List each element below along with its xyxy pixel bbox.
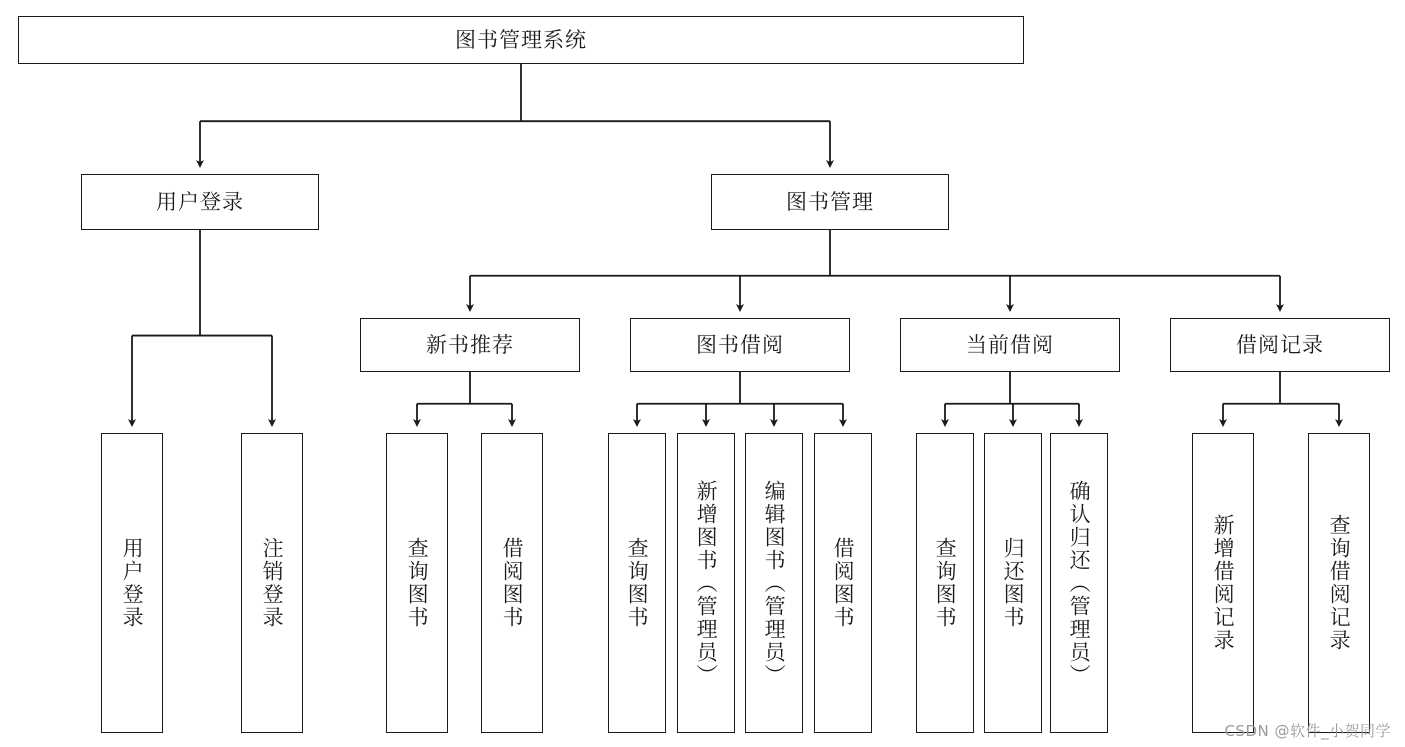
node-querybook1 <box>386 433 448 733</box>
node-label: 编辑图书（管理员） <box>762 479 787 687</box>
node-confirm <box>1050 433 1108 733</box>
node-label: 查询借阅记录 <box>1327 514 1352 652</box>
node-label: 借阅图书 <box>831 537 856 629</box>
node-label: 图书借阅 <box>696 332 784 357</box>
node-label: 归还图书 <box>1001 537 1026 629</box>
node-label: 图书管理 <box>786 189 874 214</box>
node-returnbook <box>984 433 1042 733</box>
node-label: 用户登录 <box>120 537 145 629</box>
node-current <box>900 318 1120 372</box>
node-label: 查询图书 <box>405 537 430 629</box>
node-label: 查询图书 <box>933 537 958 629</box>
node-userlogin <box>101 433 163 733</box>
watermark: CSDN @软件_小贺同学 <box>1224 722 1391 740</box>
node-label: 新增图书（管理员） <box>694 479 719 687</box>
node-label: 借阅记录 <box>1236 332 1324 357</box>
node-borrowbook1 <box>481 433 543 733</box>
node-addbook <box>677 433 735 733</box>
node-root <box>18 16 1024 64</box>
node-label: 确认归还（管理员） <box>1067 479 1092 687</box>
node-logout <box>241 433 303 733</box>
node-label: 当前借阅 <box>966 332 1054 357</box>
node-bookmgmt <box>711 174 949 230</box>
node-addrecord <box>1192 433 1254 733</box>
node-label: 注销登录 <box>260 537 285 629</box>
node-label: 新书推荐 <box>426 332 514 357</box>
node-label: 用户登录 <box>156 189 244 214</box>
node-queryrecord <box>1308 433 1370 733</box>
node-querybook3 <box>916 433 974 733</box>
node-newbook <box>360 318 580 372</box>
node-label: 新增借阅记录 <box>1211 514 1236 652</box>
node-borrowbook2 <box>814 433 872 733</box>
node-login <box>81 174 319 230</box>
node-querybook2 <box>608 433 666 733</box>
node-editbook <box>745 433 803 733</box>
node-label: 借阅图书 <box>500 537 525 629</box>
node-label: 图书管理系统 <box>455 27 587 52</box>
node-records <box>1170 318 1390 372</box>
node-label: 查询图书 <box>625 537 650 629</box>
node-borrow <box>630 318 850 372</box>
